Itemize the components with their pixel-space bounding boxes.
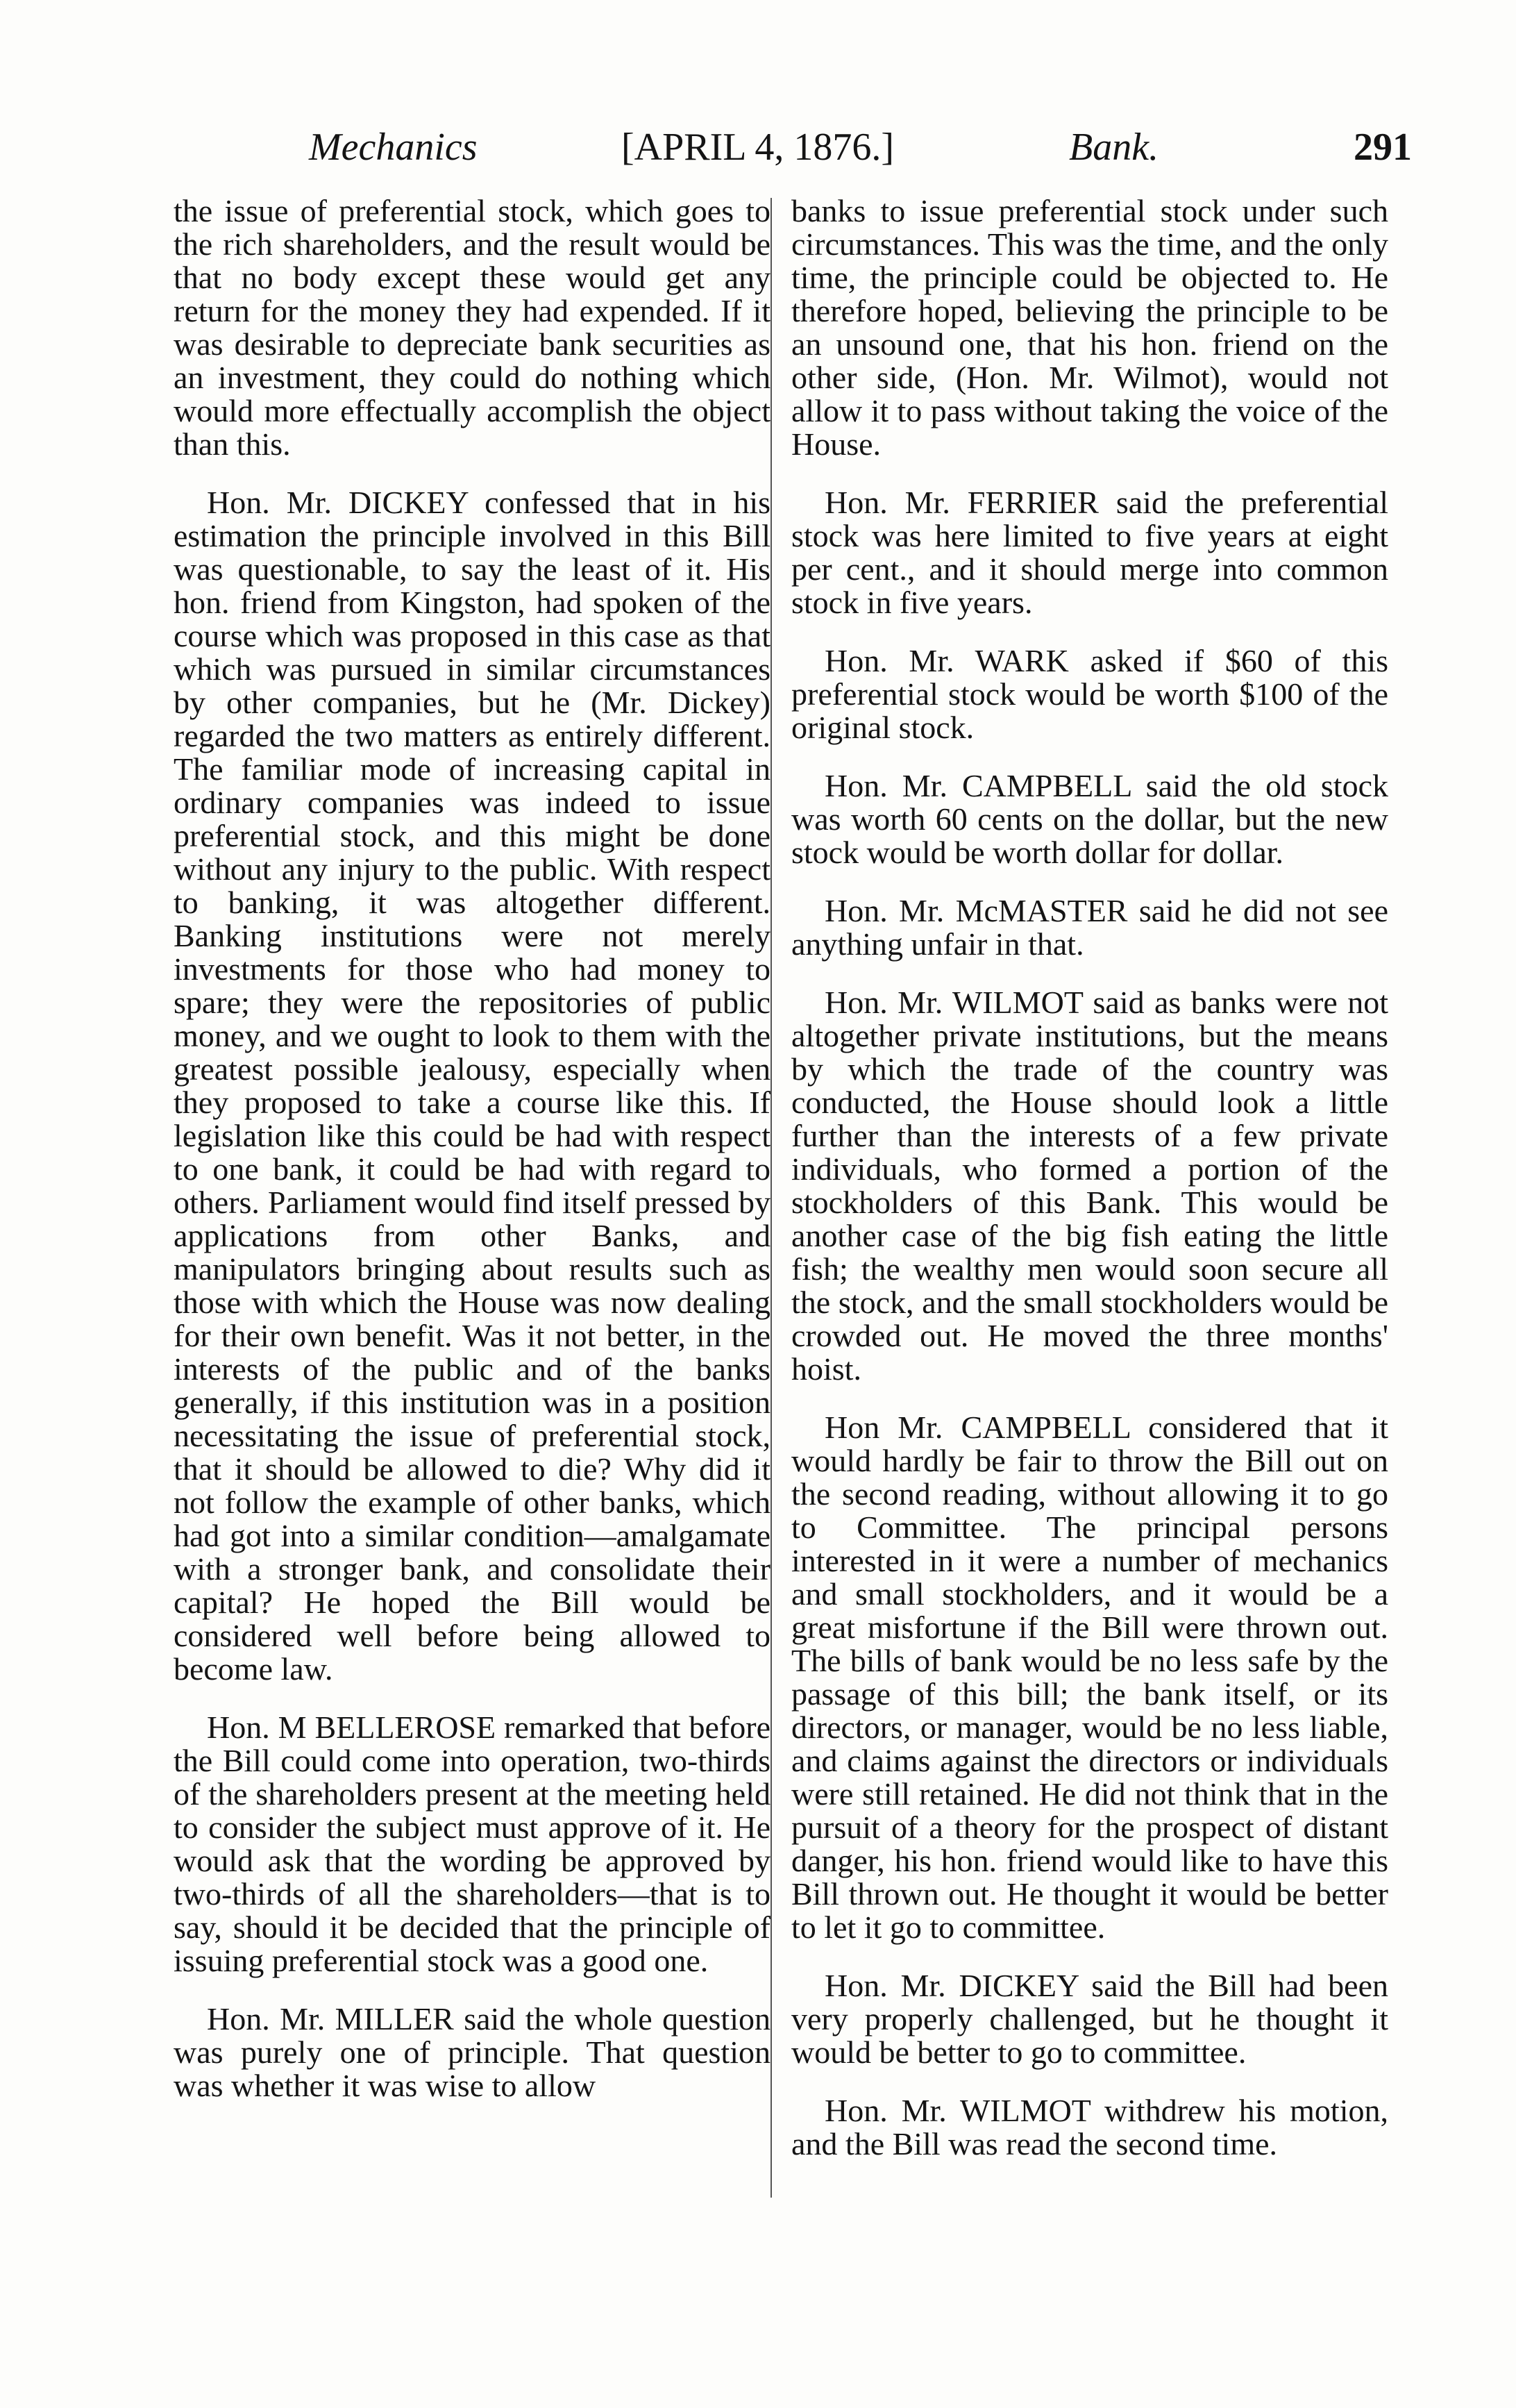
right-column bbox=[791, 194, 1388, 2186]
paragraph: Hon. Mr. MILLER said the whole question was purely one of principle. That question was whether it was wise to allow bbox=[174, 2001, 770, 2103]
page-number: 291 bbox=[1354, 126, 1412, 169]
header-right: Bank. bbox=[1069, 126, 1159, 169]
running-header bbox=[174, 125, 1423, 187]
paragraph: Hon Mr. CAMPBELL considered that it would hardly be fair to throw the Bill out on the second reading, without allowing it to go to Committee. The principal persons interested in it were a number of mechanics and small stockholders, and it would be a great misfortune if the Bill were thrown out. The bills of bank would be no less safe by the passage of this bill; the bank itself, or its directors, or manager, would be no less liable, and claims against the directors or individuals were still retained. He did not think that in the pursuit of a theory for the prospect of distant danger, his hon. friend would like to have this Bill thrown out. He thought it would be better to let it go to committee. bbox=[791, 1410, 1388, 1945]
paragraph: Hon. Mr. DICKEY confessed that in his estimation the principle involved in this Bill was questionable, to say the least of it. His hon. friend from Kingston, had spoken of the course which was proposed in this case as that which was pursued in similar circumstances by other companies, but he (Mr. Dickey) regarded the two matters as entirely different. The familiar mode of increasing capital in ordinary companies was indeed to issue preferential stock, and this might be done without any injury to the public. With respect to banking, it was altogether different. Banking institutions were not merely investments for those who had money to spare; they were the repositories of public money, and we ought to look to them with the greatest possible jealousy, especially when they proposed to take a course like this. If legislation like this could be had with respect to one bank, it could be had with regard to others. Parliament would find itself pressed by applications from other Banks, and manipulators bringing about results such as those with which the House was now dealing for their own benefit. Was it not better, in the interests of the public and of the banks generally, if this institution was in a position necessitating the issue of preferential stock, that it should be allowed to die? Why did it not follow the example of other banks, which had got into a similar condition—amalgamate with a stronger bank, and consolidate their capital? He hoped the Bill would be considered well before being allowed to become law. bbox=[174, 485, 770, 1687]
paragraph: Hon. Mr. McMASTER said he did not see anything unfair in that. bbox=[791, 893, 1388, 962]
paragraph: Hon. Mr. WARK asked if $60 of this preferential stock would be worth $100 of the original stock. bbox=[791, 643, 1388, 745]
paragraph: Hon. Mr. FERRIER said the preferential stock was here limited to five years at eight per cent., and it should merge into common stock in five years. bbox=[791, 485, 1388, 620]
paragraph: the issue of preferential stock, which goes to the rich shareholders, and the result would be that no body except these would get any return for the money they had expended. If it was desirable to depreciate bank securities as an investment, they could do nothing which would more effectually accomplish the object than this. bbox=[174, 193, 770, 462]
left-column bbox=[174, 194, 770, 2127]
paragraph: Hon. Mr. DICKEY said the Bill had been very properly challenged, but he thought it would be better to go to committee. bbox=[791, 1968, 1388, 2070]
paragraph: Hon. M BELLEROSE remarked that before the Bill could come into operation, two-thirds of the shareholders present at the meeting held to consider the subject must approve of it. He would ask that the wording be approved by two-thirds of all the shareholders—that is to say, should it be decided that the principle of issuing preferential stock was a good one. bbox=[174, 1709, 770, 1978]
paragraph: Hon. Mr. CAMPBELL said the old stock was worth 60 cents on the dollar, but the new stock would be worth dollar for dollar. bbox=[791, 768, 1388, 870]
paragraph: banks to issue preferential stock under such circumstances. This was the time, and the only time, the principle could be objected to. He therefore hoped, believing the principle to be an unsound one, that his hon. friend on the other side, (Hon. Mr. Wilmot), would not allow it to pass without taking the voice of the House. bbox=[791, 193, 1388, 462]
header-left: Mechanics bbox=[309, 126, 478, 169]
header-date: [APRIL 4, 1876.] bbox=[621, 126, 895, 169]
column-divider bbox=[770, 198, 772, 2198]
paragraph: Hon. Mr. WILMOT said as banks were not altogether private institutions, but the means by which the trade of the country was conducted, the House should look a little further than the interests of a few private individuals, who formed a portion of the stockholders of this Bank. This would be another case of the big fish eating the little fish; the wealthy men would soon secure all the stock, and the small stockholders would be crowded out. He moved the three months' hoist. bbox=[791, 985, 1388, 1387]
paragraph: Hon. Mr. WILMOT withdrew his motion, and the Bill was read the second time. bbox=[791, 2093, 1388, 2162]
